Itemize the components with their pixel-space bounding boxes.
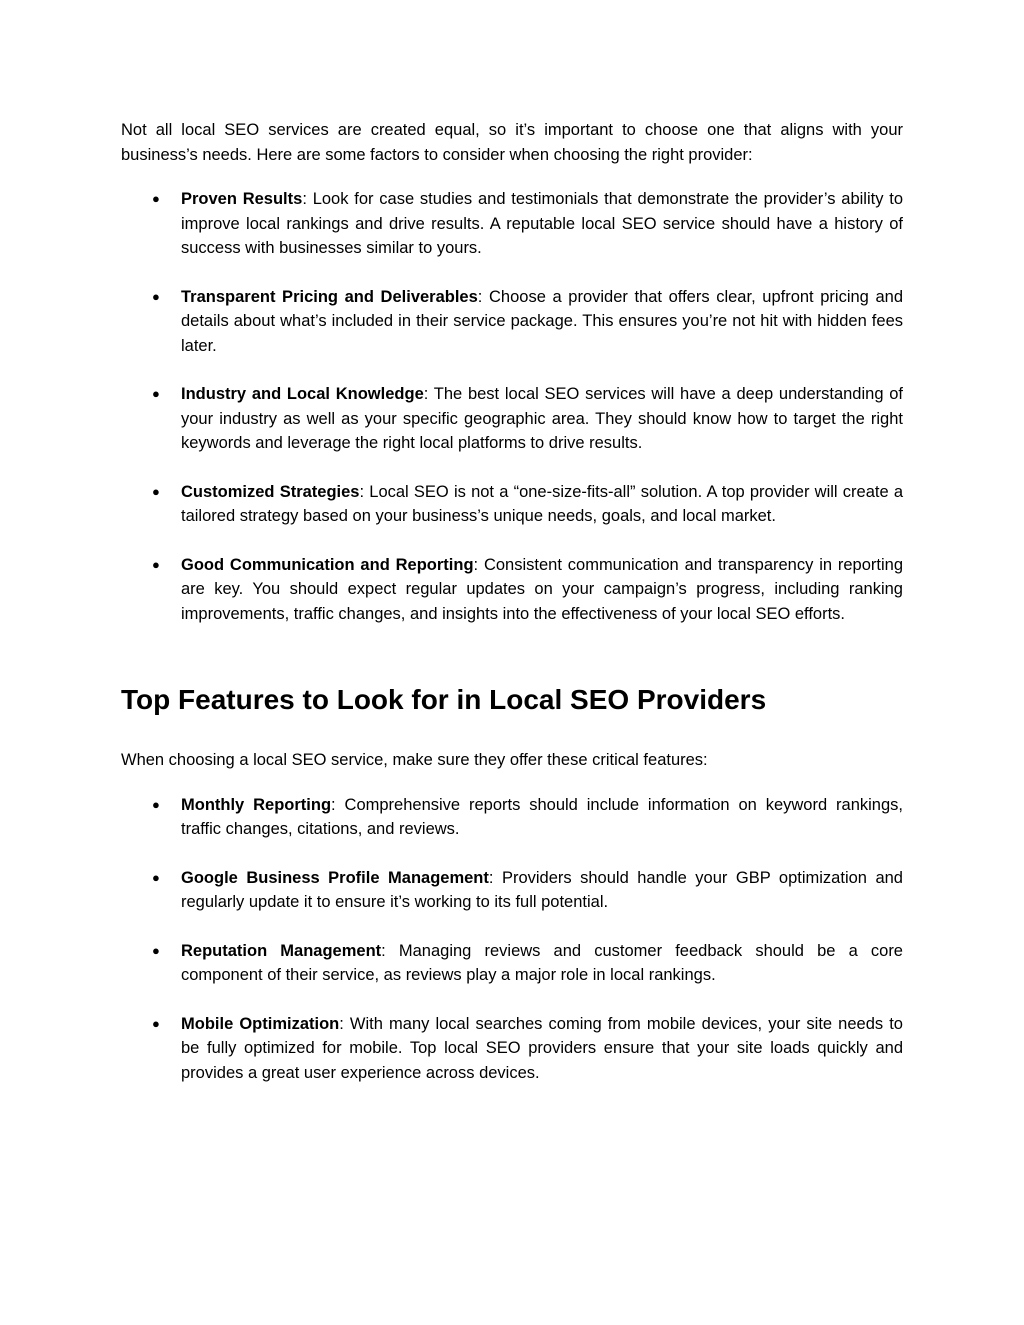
bullet-icon: ● <box>152 386 160 401</box>
features-list <box>121 793 903 1086</box>
list-item-text: : Look for case studies and testimonials that demonstrate the provider’s ability to improve local rankings and drive results. A reputable local SEO service should have a history of success with businesses similar to yours. <box>181 190 904 257</box>
list-item <box>121 187 903 261</box>
list-item-title: Industry and Local Knowledge <box>181 385 424 403</box>
list-item-text: : Consistent communication and transparency in reporting are key. You should expect regular updates on your campaign’s progress, including ranking improvements, traffic changes, and insights into the effectiveness of your local SEO efforts. <box>181 555 904 623</box>
list-item-title: Google Business Profile Management <box>181 868 489 887</box>
provider-factors-list <box>121 187 903 626</box>
list-item-title: Proven Results <box>181 190 303 208</box>
bullet-icon: ● <box>152 288 160 304</box>
list-item-text: : Managing reviews and customer feedback should be a core component of their service, as reviews play a major role in local rankings. <box>181 941 903 984</box>
bullet-icon: ● <box>152 483 160 499</box>
section-heading: Top Features to Look for in Local SEO Providers <box>121 684 767 715</box>
list-item-title: Transparent Pricing and Deliverables <box>181 287 478 306</box>
list-item-title: Mobile Optimization <box>181 1014 340 1033</box>
list-item-text: : Choose a provider that offers clear, upfront pricing and details about what’s included in their service package. This ensures you’re not hit with hidden fees later. <box>181 287 903 355</box>
intro-paragraph: Not all local SEO services are created equal, so it’s important to choose one that aligns with your business’s needs. Here are some factors to consider when choosing the right provider: <box>121 121 903 164</box>
bullet-icon: ● <box>152 191 160 206</box>
list-item <box>121 285 903 359</box>
list-item-title: Monthly Reporting <box>181 795 332 814</box>
list-item <box>121 382 903 456</box>
list-item-text: : Providers should handle your GBP optimization and regularly update it to ensure it’s working to its full potential. <box>181 868 903 911</box>
list-item-title: Reputation Management <box>181 941 382 960</box>
list-item-text: : Comprehensive reports should include information on keyword rankings, traffic changes, citations, and reviews. <box>181 795 903 838</box>
bullet-icon: ● <box>152 869 160 885</box>
bullet-icon: ● <box>152 556 160 572</box>
list-item-text: : The best local SEO services will have a deep understanding of your industry as well as your specific geographic area. They should know how to target the right keywords and leverage the right local platforms to drive results. <box>181 385 904 452</box>
list-item-text: : Local SEO is not a “one-size-fits-all” solution. A top provider will create a tailored strategy based on your business’s unique needs, goals, and local market. <box>181 482 904 525</box>
features-intro-paragraph: When choosing a local SEO service, make sure they offer these critical features: <box>121 751 708 769</box>
bullet-icon: ● <box>152 942 160 958</box>
list-item-title: Good Communication and Reporting <box>181 555 474 574</box>
list-item-title: Customized Strategies <box>181 482 360 501</box>
list-item <box>121 480 903 529</box>
list-item <box>121 939 903 988</box>
list-item <box>121 1012 903 1086</box>
list-item-text: : With many local searches coming from mobile devices, your site needs to be fully optimized for mobile. Top local SEO providers ensure that your site loads quickly and provides a great user experience across devices. <box>181 1014 903 1082</box>
bullet-icon: ● <box>152 1015 160 1031</box>
bullet-icon: ● <box>152 796 160 812</box>
list-item <box>121 866 903 915</box>
document-page <box>121 118 903 1085</box>
list-item <box>121 793 903 842</box>
list-item <box>121 553 903 627</box>
